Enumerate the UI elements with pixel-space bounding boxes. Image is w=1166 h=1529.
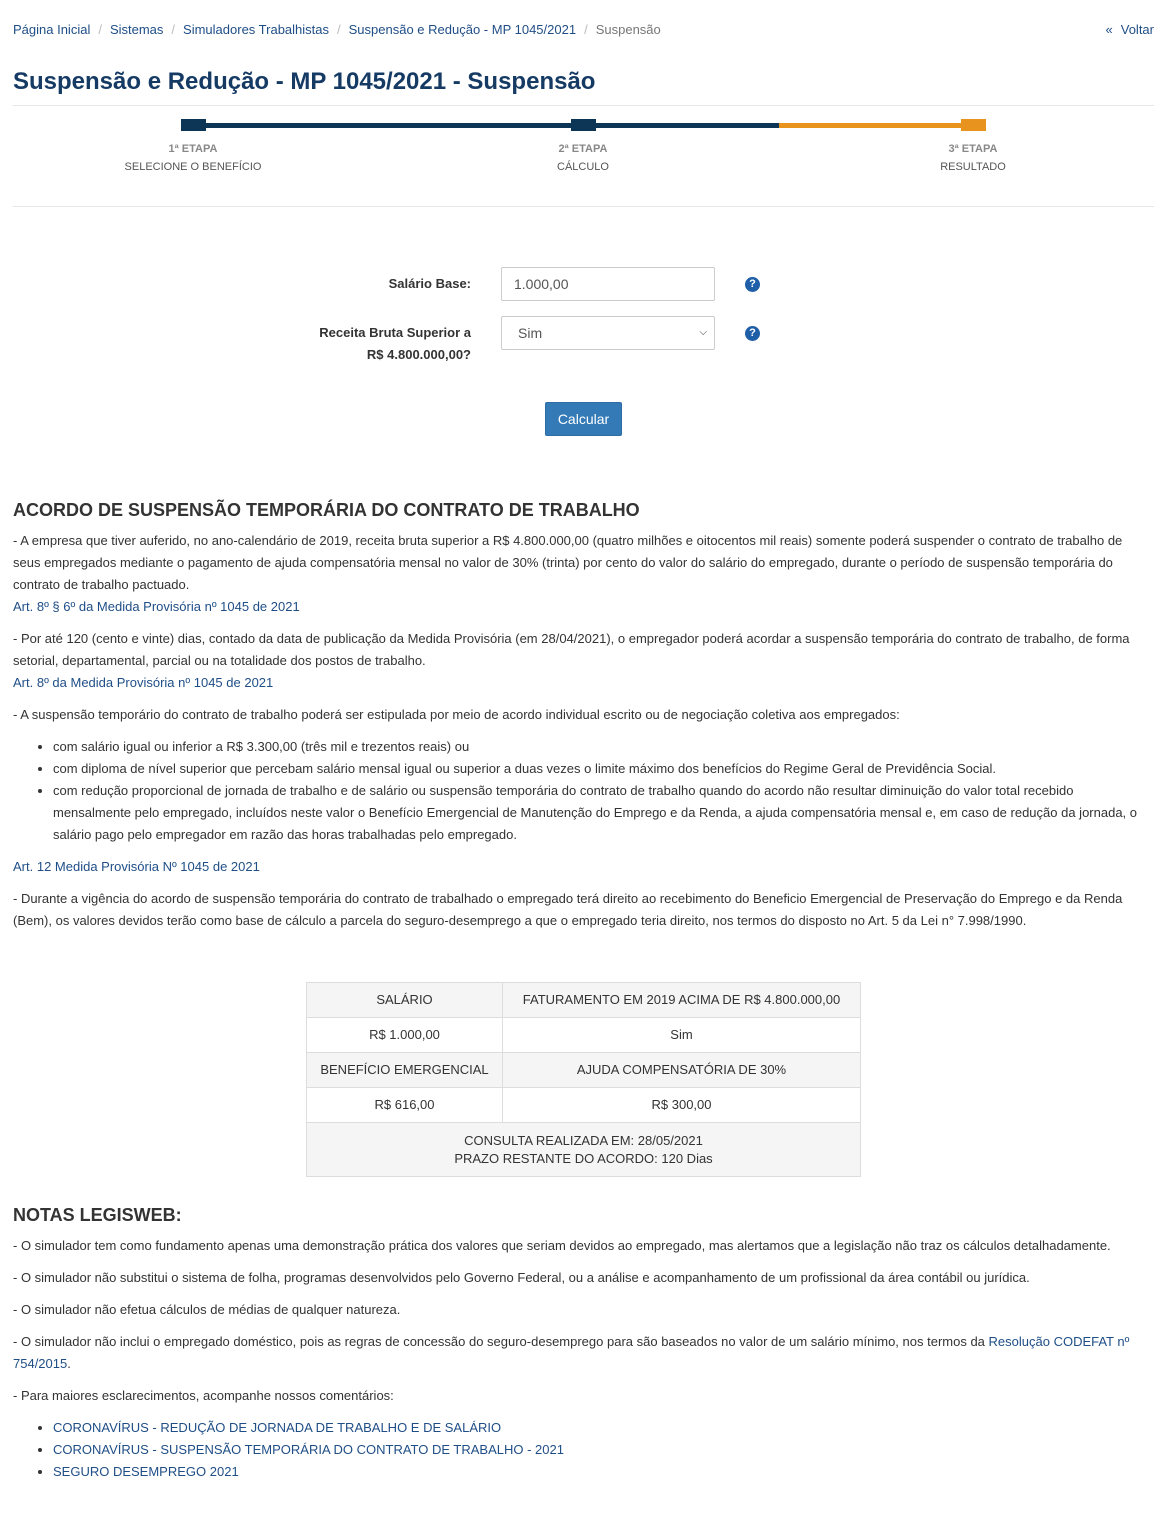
table-header-faturamento: FATURAMENTO EM 2019 ACIMA DE R$ 4.800.000,00 (503, 983, 861, 1018)
receita-bruta-label (270, 322, 471, 366)
table-header-beneficio: BENEFÍCIO EMERGENCIAL (307, 1053, 503, 1088)
acordo-title: ACORDO DE SUSPENSÃO TEMPORÁRIA DO CONTRATO DE TRABALHO (13, 500, 640, 520)
breadcrumb-separator: / (98, 22, 102, 37)
step-3-name: RESULTADO (940, 161, 1006, 173)
breadcrumb-simuladores[interactable]: Simuladores Trabalhistas (183, 22, 330, 37)
chevron-down-icon: ⌵ (699, 327, 707, 338)
back-link[interactable] (1106, 19, 1154, 41)
double-chevron-left-icon: « (1105, 22, 1113, 37)
step-2-name: CÁLCULO (557, 161, 609, 173)
receita-bruta-selected-value: Sim (518, 325, 543, 341)
list-item (53, 1461, 1153, 1483)
divider (13, 105, 1154, 106)
table-cell-ajuda: R$ 300,00 (503, 1088, 861, 1123)
page-title: Suspensão e Redução - MP 1045/2021 - Suspensão (13, 68, 596, 95)
progress-line-step1-2 (193, 123, 583, 128)
divider (13, 206, 1154, 207)
table-cell-beneficio: R$ 616,00 (307, 1088, 503, 1123)
nota-5: - Para maiores esclarecimentos, acompanhe nossos comentários: (13, 1388, 394, 1403)
table-cell-faturamento: Sim (503, 1018, 861, 1053)
table-row (307, 1053, 861, 1088)
prazo-restante: PRAZO RESTANTE DO ACORDO: 120 Dias (454, 1150, 713, 1166)
nota-4-end: . (67, 1356, 71, 1371)
receita-bruta-select[interactable] (501, 316, 715, 350)
resolucao-codefat-link[interactable]: Resolução CODEFAT nº 754/2015 (13, 1334, 1130, 1371)
step-3-number: 3ª ETAPA (948, 143, 998, 155)
acordo-paragraph-4: - Durante a vigência do acordo de suspensão temporária do contrato de trabalhado o empregado terá direito ao recebimento do Beneficio Emergencial de Preservação do Emprego e da Renda (Bem), os valores devidos terão como base de cálculo a parcela do seguro-desemprego a que o empregado teria direito, nos termos do disposto no Art. 5 da Lei n° 7.998/1990. (13, 891, 1123, 928)
nota-4 (13, 1331, 1153, 1375)
salario-base-input[interactable] (501, 267, 715, 301)
comentario-link-seguro[interactable]: SEGURO DESEMPREGO 2021 (53, 1464, 239, 1479)
table-row (307, 1088, 861, 1123)
comentarios-list (53, 1417, 1153, 1483)
legal-reference-link[interactable]: Art. 12 Medida Provisória Nº 1045 de 2021 (13, 859, 260, 874)
acordo-paragraph-2: - Por até 120 (cento e vinte) dias, contado da data de publicação da Medida Provisória (em 28/04/2021), o empregador poderá acordar a suspensão temporária do contrato de trabalho, de forma setorial, departamental, parcial ou na totalidade dos postos de trabalho. (13, 631, 1130, 668)
breadcrumb-current: Suspensão (595, 22, 661, 37)
list-item: • com redução proporcional de jornada de trabalho e de salário ou suspensão temporária do contrato de trabalho quando do acordo não resultar diminuição do valor total recebido mensalmente pelo empregado, incluídos neste valor o Benefício Emergencial de Manutenção do Emprego e da Renda, a ajuda compensatória mensal e, em caso de redução da jornada, o salário pago pelo empregador em razão das horas trabalhadas pelo empregado. (53, 780, 1153, 846)
breadcrumb-suspensao-reducao[interactable]: Suspensão e Redução - MP 1045/2021 (348, 22, 577, 37)
breadcrumb (13, 19, 661, 41)
step-2-marker (571, 119, 596, 131)
acordo-conditions-list (53, 736, 1153, 846)
step-1-marker (181, 119, 206, 131)
list-item (53, 1439, 1153, 1461)
breadcrumb-separator: / (171, 22, 176, 37)
table-cell-salario: R$ 1.000,00 (307, 1018, 503, 1053)
receita-bruta-label-line1: Receita Bruta Superior a (319, 325, 471, 340)
nota-1: - O simulador tem como fundamento apenas uma demonstração prática dos valores que seriam devidos ao empregado, mas alertamos que a legislação não traz os cálculos detalhadamente. (13, 1238, 1111, 1253)
table-row (307, 1123, 861, 1177)
list-item: • com diploma de nível superior que percebam salário mensal igual ou superior a duas vezes o limite máximo dos benefícios do Regime Geral de Previdência Social. (53, 758, 1153, 780)
step-3 (873, 140, 1073, 176)
step-1-number: 1ª ETAPA (168, 143, 218, 155)
back-label: Voltar (1120, 22, 1154, 37)
step-1 (93, 140, 293, 176)
legal-reference-link[interactable]: Art. 8º da Medida Provisória nº 1045 de 2021 (13, 675, 274, 690)
nota-2: - O simulador não substitui o sistema de folha, programas desenvolvidos pelo Governo Federal, ou a análise e acompanhamento de um profissional da área contábil ou jurídica. (13, 1270, 1030, 1285)
table-header-ajuda: AJUDA COMPENSATÓRIA DE 30% (503, 1053, 861, 1088)
notas-title: NOTAS LEGISWEB: (13, 1205, 182, 1225)
comentario-link-suspensao[interactable]: CORONAVÍRUS - SUSPENSÃO TEMPORÁRIA DO CONTRATO DE TRABALHO - 2021 (53, 1442, 564, 1457)
step-1-name: SELECIONE O BENEFÍCIO (124, 161, 262, 173)
breadcrumb-separator: / (337, 22, 341, 37)
legal-reference-link[interactable]: Art. 8º § 6º da Medida Provisória nº 1045 de 2021 (13, 599, 300, 614)
nota-3: - O simulador não efetua cálculos de médias de qualquer natureza. (13, 1302, 401, 1317)
help-icon[interactable]: ? (745, 326, 760, 341)
salario-base-label: Salário Base: (388, 276, 471, 291)
step-2 (483, 140, 683, 176)
table-footer (307, 1123, 861, 1177)
list-item (53, 1417, 1153, 1439)
acordo-paragraph-3: - A suspensão temporário do contrato de trabalho poderá ser estipulada por meio de acordo individual escrito ou de negociação coletiva aos empregados: (13, 707, 900, 722)
breadcrumb-sistemas[interactable]: Sistemas (109, 22, 164, 37)
breadcrumb-separator: / (584, 22, 588, 37)
breadcrumb-home[interactable]: Página Inicial (13, 22, 91, 37)
consulta-date: CONSULTA REALIZADA EM: 28/05/2021 (464, 1132, 703, 1148)
list-item: • com salário igual ou inferior a R$ 3.300,00 (três mil e trezentos reais) ou (53, 736, 1153, 758)
table-row (307, 1018, 861, 1053)
acordo-paragraph-1: - A empresa que tiver auferido, no ano-calendário de 2019, receita bruta superior a R$ 4.800.000,00 (quatro milhões e oitocentos mil reais) somente poderá suspender o contrato de trabalho de seus empregados mediante o pagamento de ajuda compensatória mensal no valor de 30% (trinta) por cento do valor do salário do empregado, durante o período de suspensão temporária do contrato de trabalho pactuado. (13, 533, 1123, 592)
step-3-marker (961, 119, 986, 131)
table-row (307, 983, 861, 1018)
calcular-button[interactable]: Calcular (545, 402, 622, 436)
step-2-number: 2ª ETAPA (558, 143, 608, 155)
table-header-salario: SALÁRIO (307, 983, 503, 1018)
help-icon[interactable]: ? (745, 277, 760, 292)
comentario-link-reducao[interactable]: CORONAVÍRUS - REDUÇÃO DE JORNADA DE TRABALHO E DE SALÁRIO (53, 1420, 502, 1435)
receita-bruta-label-line2: R$ 4.800.000,00? (366, 347, 471, 362)
progress-line-step2-3-current (779, 123, 973, 128)
nota-4-text: - O simulador não inclui o empregado doméstico, pois as regras de concessão do seguro-desemprego para são baseados no valor de um salário mínimo, nos termos da (13, 1334, 989, 1349)
result-table (306, 982, 861, 1177)
progress-line-step2-3-done (583, 123, 779, 128)
